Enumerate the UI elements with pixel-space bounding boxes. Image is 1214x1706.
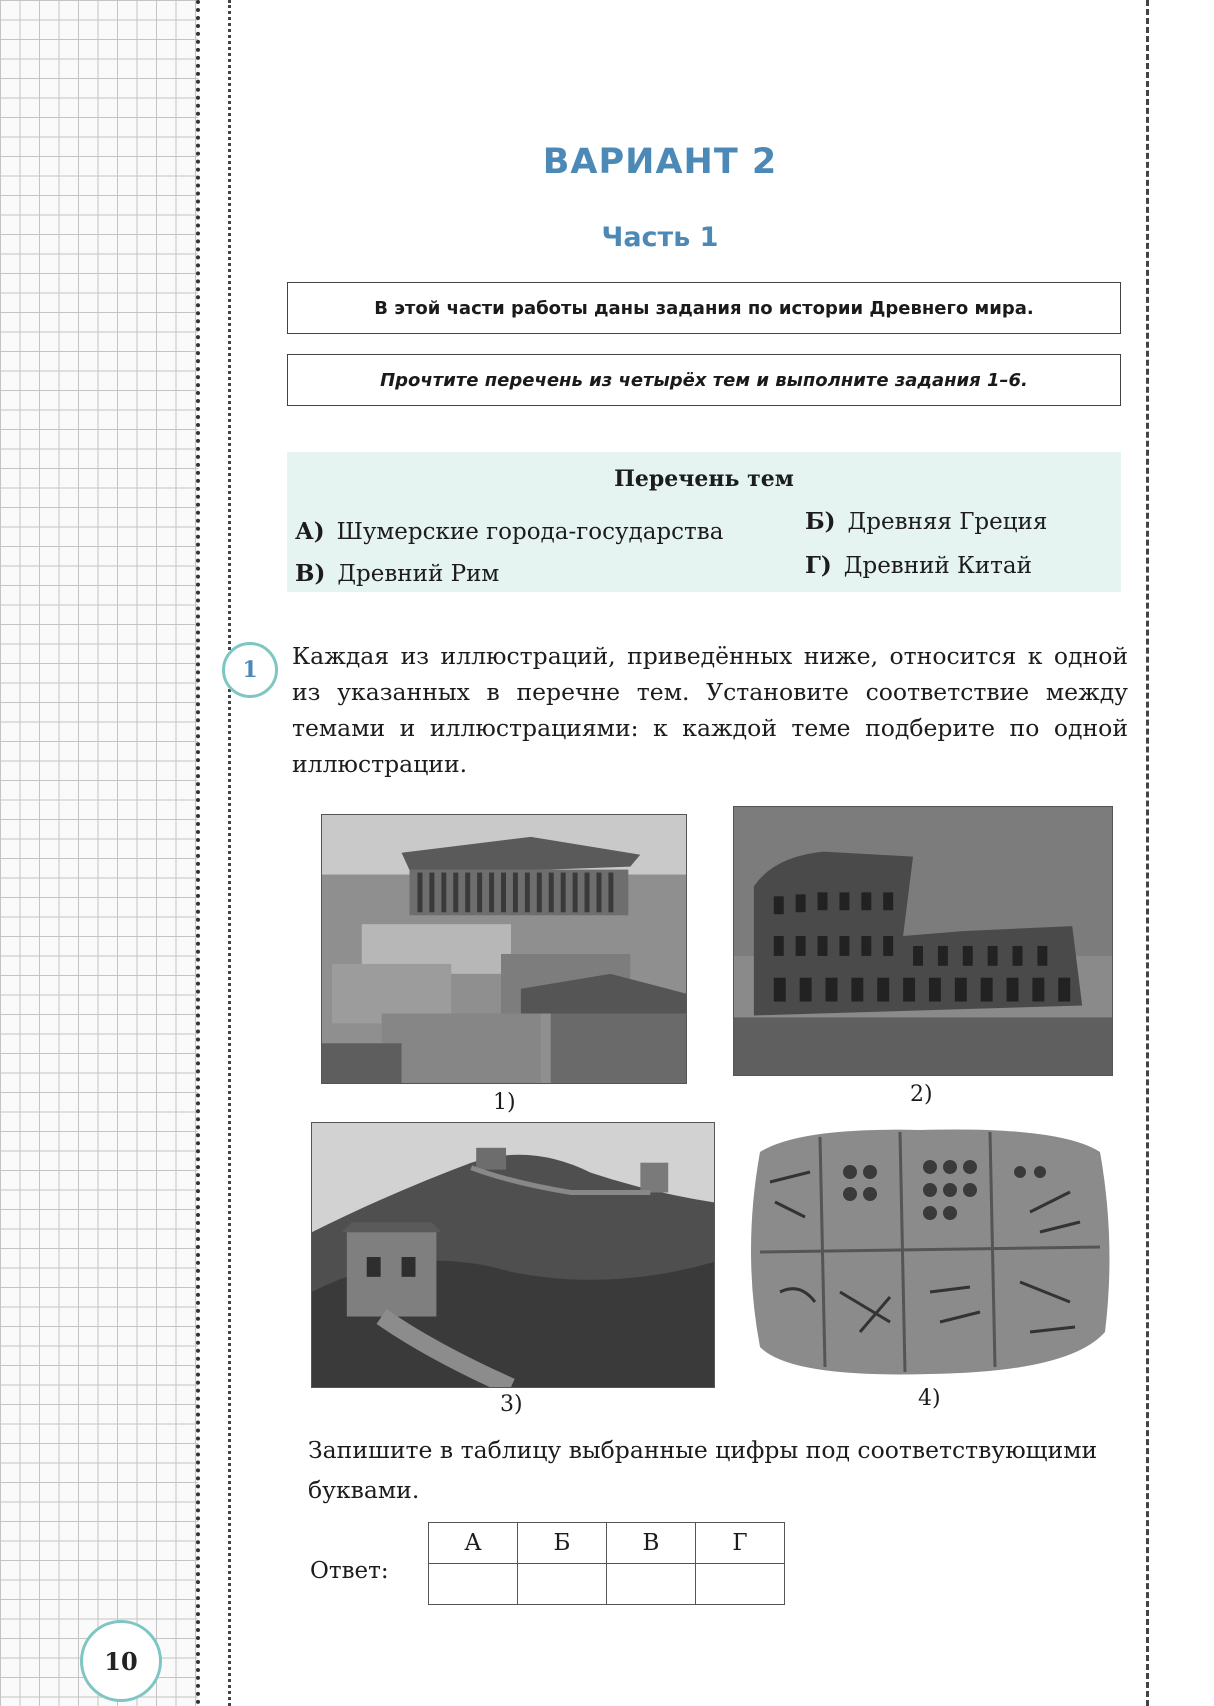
part-title: Часть 1: [601, 222, 719, 253]
margin-dotted-line-inner: [228, 0, 231, 1706]
caption-2: 2): [910, 1082, 933, 1107]
answer-cell-v[interactable]: [607, 1564, 696, 1605]
table-instruction: Запишите в таблицу выбранные цифры под соответствующими буквами.: [308, 1436, 1098, 1504]
task-number-badge: 1: [222, 642, 278, 698]
task-text: Каждая из иллюстраций, приведённых ниже, относится к одной из указанных в перечне тем. Установите соответствие между темами и иллюстрациями: к каждой теме подберите по одной иллюстрации.: [292, 642, 1128, 778]
grid-margin: [0, 0, 198, 1706]
answer-label: Ответ:: [310, 1558, 389, 1584]
parthenon-illustration: [321, 814, 687, 1084]
page-number: 10: [80, 1620, 162, 1702]
colosseum-illustration: [733, 806, 1113, 1076]
caption-3: 3): [500, 1392, 523, 1417]
answer-table-input-row: [429, 1564, 785, 1605]
caption-4: 4): [918, 1386, 941, 1411]
answer-header-v: В: [607, 1523, 696, 1564]
info-box-history: В этой части работы даны задания по истории Древнего мира.: [287, 282, 1121, 334]
answer-table-header-row: [429, 1523, 785, 1564]
answer-table: [428, 1522, 785, 1605]
great-wall-illustration: [311, 1122, 715, 1388]
answer-header-g: Г: [696, 1523, 785, 1564]
topic-b: Б) Древняя Греция: [805, 508, 1048, 535]
topic-g: Г) Древний Китай: [805, 552, 1032, 579]
topic-a: А) Шумерские города-государства: [295, 518, 724, 545]
answer-cell-a[interactable]: [429, 1564, 518, 1605]
answer-cell-b[interactable]: [518, 1564, 607, 1605]
topic-v: В) Древний Рим: [295, 560, 500, 587]
answer-header-b: Б: [518, 1523, 607, 1564]
margin-dotted-line: [196, 0, 200, 1706]
answer-header-a: А: [429, 1523, 518, 1564]
topics-title: Перечень тем: [614, 466, 794, 492]
answer-cell-g[interactable]: [696, 1564, 785, 1605]
caption-1: 1): [493, 1090, 516, 1115]
cuneiform-tablet-illustration: [740, 1122, 1116, 1382]
topics-panel: [287, 452, 1121, 592]
info-box-instructions: Прочтите перечень из четырёх тем и выполните задания 1–6.: [287, 354, 1121, 406]
variant-title: ВАРИАНТ 2: [542, 142, 778, 182]
